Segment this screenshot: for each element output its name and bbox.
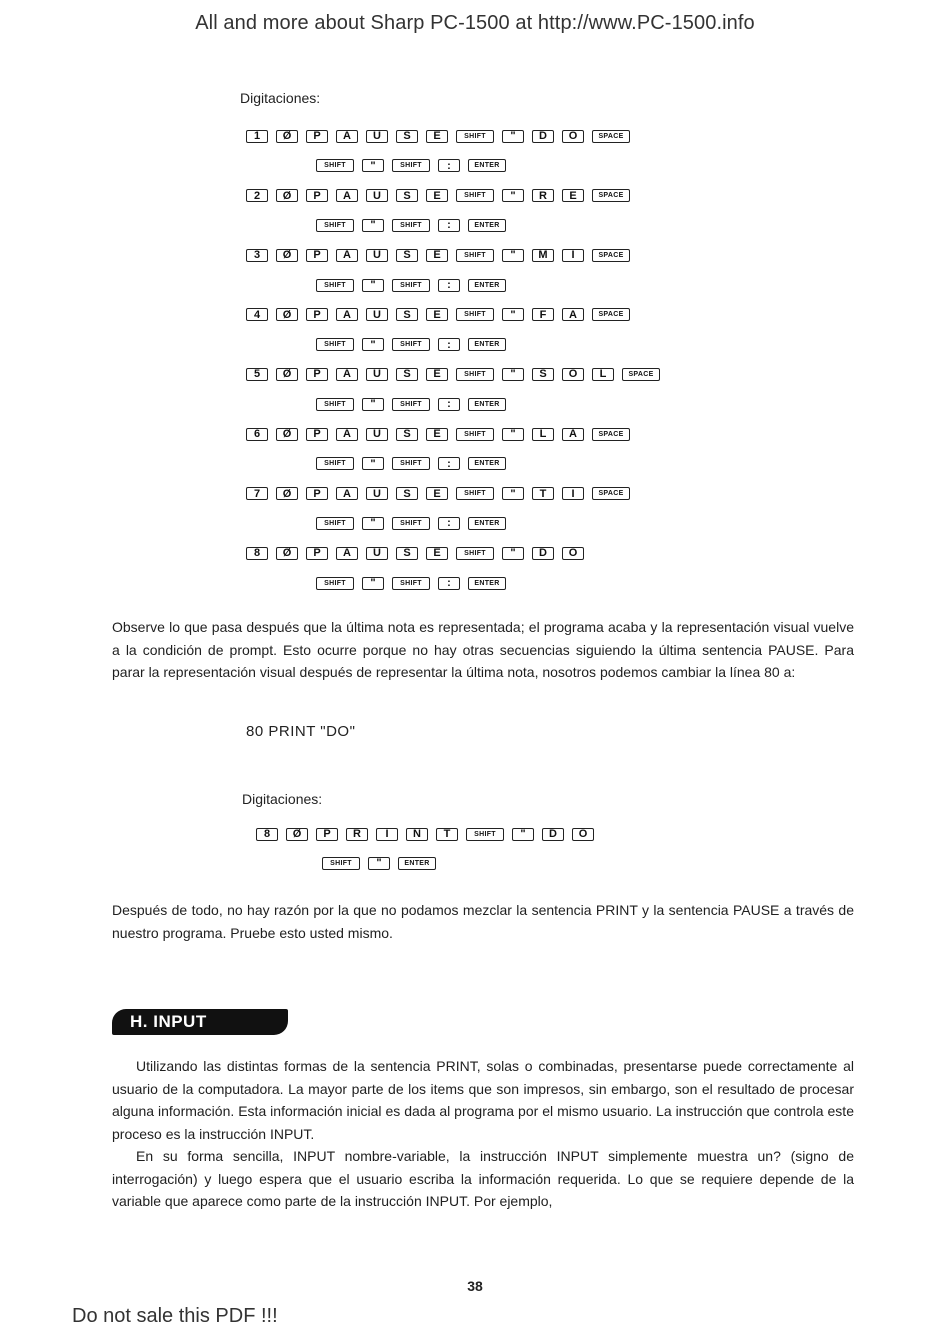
keycap: SPACE [592, 487, 630, 500]
keycap: " [362, 577, 384, 590]
keycap: S [396, 547, 418, 560]
keycap: Ø [286, 828, 308, 841]
keycap: P [306, 428, 328, 441]
keystroke-row [316, 514, 506, 532]
keystroke-row [246, 544, 584, 562]
keycap: " [502, 130, 524, 143]
keycap: " [502, 487, 524, 500]
keycap: U [366, 308, 388, 321]
keycap: E [426, 249, 448, 262]
keycap: " [502, 308, 524, 321]
keycap: Ø [276, 487, 298, 500]
keystroke-row [246, 127, 630, 145]
keycap: SHIFT [456, 249, 494, 262]
keycap: " [502, 547, 524, 560]
keycap: ENTER [468, 457, 506, 470]
keycap: : [438, 398, 460, 411]
keycap: Ø [276, 308, 298, 321]
keycap: I [562, 249, 584, 262]
keycap: ENTER [468, 279, 506, 292]
keycap: A [336, 487, 358, 500]
keycap: : [438, 159, 460, 172]
keycap: SHIFT [322, 857, 360, 870]
paragraph-despues [112, 899, 854, 944]
keycap: SPACE [592, 249, 630, 262]
keystroke-row [316, 574, 506, 592]
keycap: 6 [246, 428, 268, 441]
keycap: " [362, 457, 384, 470]
keycap: A [336, 189, 358, 202]
keycap: : [438, 338, 460, 351]
keycap: ENTER [468, 159, 506, 172]
keycap: D [542, 828, 564, 841]
keycap: S [532, 368, 554, 381]
keycap: P [306, 249, 328, 262]
header-banner: All and more about Sharp PC-1500 at http://www.PC-1500.info [195, 12, 755, 34]
keycap: : [438, 577, 460, 590]
keycap: SHIFT [392, 159, 430, 172]
keystroke-row [256, 825, 594, 843]
keycap: ENTER [468, 517, 506, 530]
keycap: 7 [246, 487, 268, 500]
keystroke-row [322, 854, 436, 872]
keycap: ENTER [468, 398, 506, 411]
keystroke-row [246, 485, 630, 503]
keycap: S [396, 189, 418, 202]
section-title: H. INPUT [112, 1009, 288, 1035]
keycap: U [366, 487, 388, 500]
keycap: SHIFT [392, 398, 430, 411]
keycap: L [532, 428, 554, 441]
paragraph-observe [112, 616, 854, 684]
keycap: O [562, 547, 584, 560]
keycap: A [562, 308, 584, 321]
code-line: 80 PRINT "DO" [246, 723, 356, 740]
keycap: A [336, 130, 358, 143]
keystroke-row [246, 187, 630, 205]
keycap: SHIFT [456, 428, 494, 441]
keystroke-row [316, 216, 506, 234]
keycap: " [362, 398, 384, 411]
keycap: " [502, 189, 524, 202]
keycap: R [346, 828, 368, 841]
keycap: U [366, 428, 388, 441]
keystroke-row [316, 276, 506, 294]
paragraph-text: Observe lo que pasa después que la última nota es representada; el programa acaba y la representación visual vuelve a la condición de prompt. Esto ocurre porque no hay otras secuencias siguiendo la última sentencia PAUSE. Para parar la representación visual después de representar la última nota, nosotros podemos cambiar la línea 80 a: [112, 619, 854, 680]
keycap: SHIFT [316, 398, 354, 411]
keycap: Ø [276, 130, 298, 143]
keycap: P [306, 189, 328, 202]
keycap: S [396, 368, 418, 381]
keycap: N [406, 828, 428, 841]
keycap: U [366, 130, 388, 143]
keycap: : [438, 279, 460, 292]
keycap: E [426, 547, 448, 560]
keycap: SHIFT [316, 159, 354, 172]
keycap: P [306, 130, 328, 143]
keycap: S [396, 487, 418, 500]
keycap: E [426, 308, 448, 321]
keycap: U [366, 547, 388, 560]
keycap: SHIFT [466, 828, 504, 841]
keycap: A [336, 368, 358, 381]
keycap: E [562, 189, 584, 202]
keycap: SHIFT [456, 308, 494, 321]
keycap: Ø [276, 547, 298, 560]
keycap: P [316, 828, 338, 841]
footer-note: Do not sale this PDF !!! [72, 1305, 278, 1327]
keystroke-row [316, 336, 506, 354]
keycap: SPACE [592, 308, 630, 321]
keycap: SHIFT [392, 577, 430, 590]
paragraph-text: Utilizando las distintas formas de la sentencia PRINT, solas o combinadas, presentarse puede correctamente al usuario de la computadora. La mayor parte de los items que son impresos, sin embargo, son el resultado de procesar alguna información. Esta información inicial es dada al programa por el mismo usuario. La instrucción que controla este proceso es la instrucción INPUT. [112, 1058, 854, 1142]
keycap: " [362, 159, 384, 172]
keycap: SHIFT [456, 368, 494, 381]
keycap: A [336, 428, 358, 441]
keycap: P [306, 308, 328, 321]
keycap: D [532, 547, 554, 560]
keycap: A [336, 308, 358, 321]
keycap: " [362, 338, 384, 351]
keycap: SPACE [592, 189, 630, 202]
keycap: U [366, 189, 388, 202]
keycap: SPACE [592, 428, 630, 441]
keycap: : [438, 517, 460, 530]
keystroke-row [316, 455, 506, 473]
keycap: 5 [246, 368, 268, 381]
keycap: SHIFT [316, 338, 354, 351]
keycap: SHIFT [456, 547, 494, 560]
keystrokes-label: Digitaciones: [240, 90, 321, 106]
keycap: F [532, 308, 554, 321]
keycap: ENTER [468, 577, 506, 590]
keycap: SHIFT [316, 279, 354, 292]
keycap: SHIFT [392, 219, 430, 232]
keycap: P [306, 487, 328, 500]
keycap: " [502, 249, 524, 262]
keycap: R [532, 189, 554, 202]
keycap: U [366, 368, 388, 381]
paragraph-input [112, 1055, 854, 1213]
keycap: 1 [246, 130, 268, 143]
keycap: A [336, 249, 358, 262]
keycap: SPACE [622, 368, 660, 381]
keycap: E [426, 428, 448, 441]
keycap: SHIFT [456, 189, 494, 202]
keycap: O [562, 130, 584, 143]
keycap: Ø [276, 368, 298, 381]
keycap: 8 [246, 547, 268, 560]
keystroke-row [316, 395, 506, 413]
keycap: " [502, 368, 524, 381]
keycap: 8 [256, 828, 278, 841]
keycap: O [572, 828, 594, 841]
keystroke-row [246, 365, 660, 383]
keycap: A [336, 547, 358, 560]
keycap: SHIFT [456, 487, 494, 500]
keycap: SHIFT [456, 130, 494, 143]
keycap: 3 [246, 249, 268, 262]
keycap: SHIFT [316, 517, 354, 530]
keystroke-row [246, 425, 630, 443]
keycap: " [362, 517, 384, 530]
keycap: ENTER [468, 219, 506, 232]
keycap: P [306, 547, 328, 560]
keycap: A [562, 428, 584, 441]
keycap: E [426, 130, 448, 143]
keycap: " [512, 828, 534, 841]
keycap: : [438, 219, 460, 232]
keycap: 4 [246, 308, 268, 321]
keycap: 2 [246, 189, 268, 202]
keycap: ENTER [398, 857, 436, 870]
keycap: E [426, 368, 448, 381]
page-number: 38 [467, 1278, 483, 1294]
paragraph-text: Después de todo, no hay razón por la que no podamos mezclar la sentencia PRINT y la sentencia PAUSE a través de nuestro programa. Pruebe esto usted mismo. [112, 902, 854, 941]
keycap: Ø [276, 428, 298, 441]
keycap: I [562, 487, 584, 500]
keycap: : [438, 457, 460, 470]
keycap: T [436, 828, 458, 841]
keystroke-row [246, 306, 630, 324]
keycap: I [376, 828, 398, 841]
keycap: U [366, 249, 388, 262]
keystroke-row [246, 246, 630, 264]
keycap: SHIFT [392, 338, 430, 351]
keystroke-row [316, 157, 506, 175]
keycap: S [396, 249, 418, 262]
keycap: O [562, 368, 584, 381]
keycap: M [532, 249, 554, 262]
keycap: S [396, 428, 418, 441]
keycap: " [362, 279, 384, 292]
keycap: SHIFT [392, 517, 430, 530]
keycap: " [502, 428, 524, 441]
keycap: L [592, 368, 614, 381]
keystrokes-label-2: Digitaciones: [242, 791, 323, 807]
keycap: Ø [276, 249, 298, 262]
keycap: T [532, 487, 554, 500]
keycap: Ø [276, 189, 298, 202]
keycap: E [426, 189, 448, 202]
keycap: " [368, 857, 390, 870]
keycap: SHIFT [392, 279, 430, 292]
keycap: E [426, 487, 448, 500]
keycap: SHIFT [316, 457, 354, 470]
keycap: S [396, 308, 418, 321]
keycap: SHIFT [316, 219, 354, 232]
keycap: P [306, 368, 328, 381]
keycap: SPACE [592, 130, 630, 143]
keycap: ENTER [468, 338, 506, 351]
keycap: SHIFT [316, 577, 354, 590]
paragraph-text: En su forma sencilla, INPUT nombre-variable, la instrucción INPUT simplemente muestra un? (signo de interrogación) y luego espera que el usuario escriba la información requerida. Lo que se requiere depende de la variable que aparece como parte de la instrucción INPUT. Por ejemplo, [112, 1148, 854, 1209]
keycap: S [396, 130, 418, 143]
keycap: SHIFT [392, 457, 430, 470]
keycap: " [362, 219, 384, 232]
keycap: D [532, 130, 554, 143]
